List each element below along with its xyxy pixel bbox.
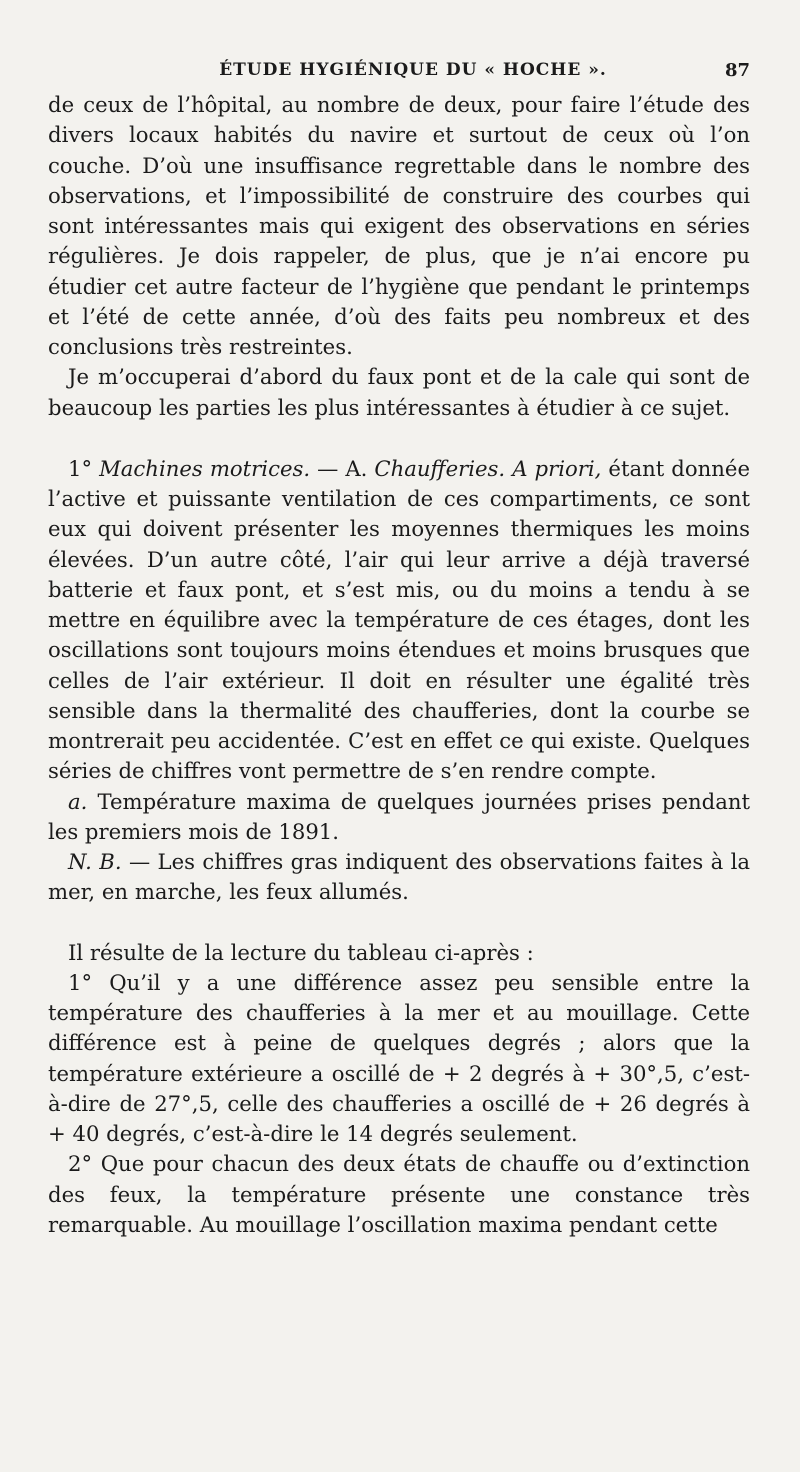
paragraph-5-text: — Les chiffres gras indiquent des observations faites à la mer, en marche, les feux allumés. [48,849,750,905]
paragraph-3-heading: Machines motrices. [99,455,311,481]
paragraph-7-prefix: 1° [68,969,110,995]
page-number: 87 [724,60,750,81]
paragraph-3-dash: — A. [310,455,375,481]
paragraph-8 [48,1149,750,1240]
paragraph-3 [48,454,750,787]
paragraph-2: Je m’occuperai d’abord du faux pont et de la cale qui sont de beaucoup les parties les plus intéressantes à étudier à ce sujet. [48,364,750,420]
paragraph-1: de ceux de l’hôpital, au nombre de deux, pour faire l’étude des divers locaux habités du navire et surtout de ceux où l’on couche. D’où une insuffisance regrettable dans le nombre des observations, et l’impossibilité de construire des courbes qui sont intéressantes mais qui exigent des observations en séries régulières. Je dois rappeler, de plus, que je n’ai encore pu étudier cet autre facteur de l’hygiène que pendant le printemps et l’été de cette année, d’où des faits peu nombreux et des conclusions très restreintes. [48,92,750,359]
paragraph-3-prefix: 1° [68,455,100,481]
paragraph-7 [48,968,750,1150]
paragraph-4-text: Température maxima de quelques journées prises pendant les premiers mois de 1891. [48,788,750,844]
header-title: ÉTUDE HYGIÉNIQUE DU « HOCHE ». [219,60,607,80]
paragraph-3-text: étant donnée l’active et puissante ventilation de ces compartiments, ce sont eux qui doivent présenter les moyennes thermiques les moins élevées. D’un autre côté, l’air qui leur arrive a déjà traversé batterie et faux pont, et s’est mis, ou du moins a tendu à se mettre en équilibre avec la température de ces étages, dont les oscillations sont toujours moins étendues et moins brusques que celles de l’air extérieur. Il doit en résulter une égalité très sensible dans la thermalité des chaufferies, dont la courbe se montrerait peu accidentée. C’est en effet ce qui existe. Quelques séries de chiffres vont permettre de s’en rendre compte. [48,455,750,784]
body-text [48,90,750,1240]
paragraph-3-subheading: Chaufferies. A priori, [374,455,602,481]
paragraph-4-label: a. [68,788,88,814]
running-header [48,60,750,88]
paragraph-8-text: Que pour chacun des deux états de chauffe ou d’extinction des feux, la température présente une constance très remarquable. Au mouillage l’oscillation maxima pendant cette [48,1151,750,1237]
paragraph-8-prefix: 2° [68,1151,101,1177]
paragraph-7-text: Qu’il y a une différence assez peu sensible entre la température des chaufferies à la mer et au mouillage. Cette différence est à peine de quelques degrés ; alors que la température extérieure a oscillé de + 2 degrés à + 30°,5, c’est-à-dire de 27°,5, celle des chaufferies a oscillé de + 26 degrés à + 40 degrés, c’est-à-dire le 14 degrés seulement. [48,969,751,1146]
paragraph-4 [48,787,750,848]
paragraph-5-label: N. B. [68,849,122,874]
paragraph-5 [48,847,750,908]
paragraph-6: Il résulte de la lecture du tableau ci-après : [68,939,534,965]
